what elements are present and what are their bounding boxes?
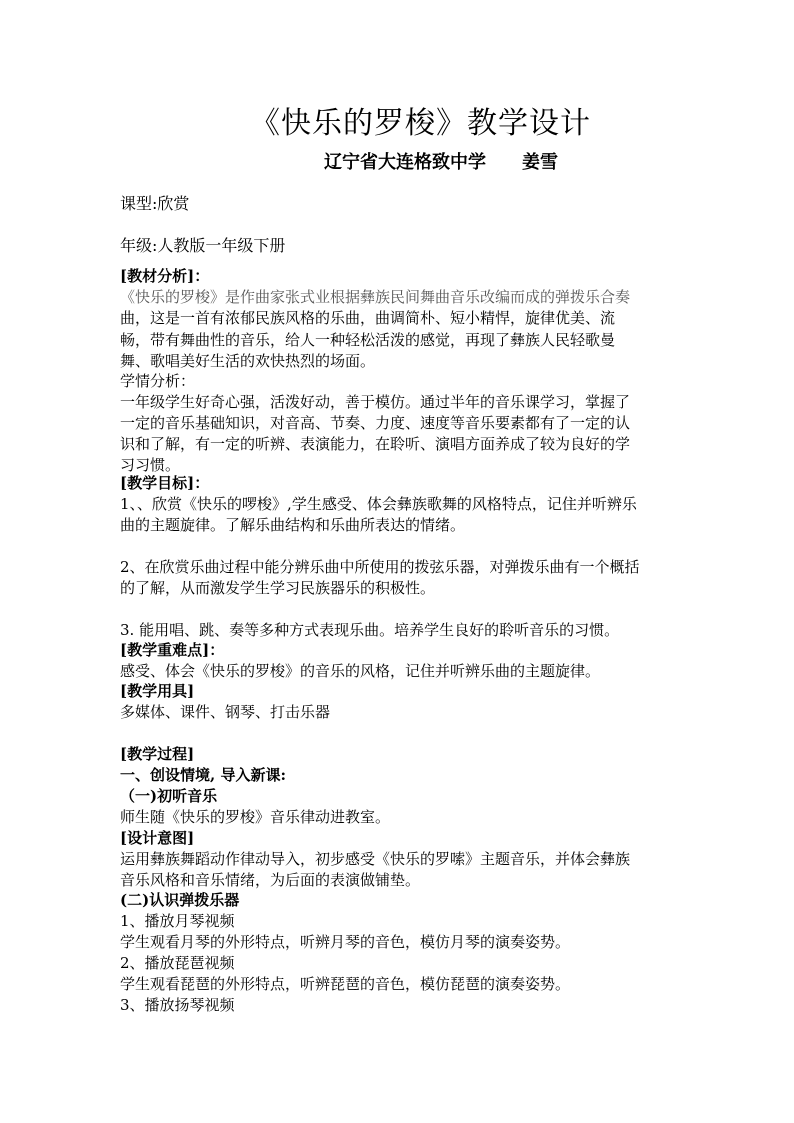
student-analysis-line: 识和了解，有一定的听辨、表演能力，在聆听、演唱方面养成了较为良好的学 <box>120 435 631 453</box>
process-step: 1、播放月琴视频 <box>120 912 235 930</box>
page-title: 《快乐的罗梭》教学设计 <box>250 106 591 141</box>
key-points-heading: [教学重难点]： <box>120 641 225 659</box>
material-analysis-heading: [教材分析]： <box>120 267 210 285</box>
objective-line: 2、在欣赏乐曲过程中能分辨乐曲中所使用的拨弦乐器，对弹拨乐曲有一个概括 <box>120 558 640 576</box>
objective-line: 3. 能用唱、跳、奏等多种方式表现乐曲。培养学生良好的聆听音乐的习惯。 <box>120 621 620 639</box>
tools-heading: [教学用具] <box>120 682 195 700</box>
process-section-title: 一、创设情境, 导入新课: <box>120 766 286 784</box>
tools-text: 多媒体、课件、钢琴、打击乐器 <box>120 703 331 721</box>
design-intent-heading: [设计意图] <box>120 829 195 847</box>
design-intent-line: 运用彝族舞蹈动作律动导入，初步感受《快乐的罗嗦》主题音乐，并体会彝族 <box>120 850 631 868</box>
process-heading: [教学过程] <box>120 745 195 763</box>
student-analysis-heading: 学情分析： <box>120 372 196 390</box>
process-step: 2、播放琵琶视频 <box>120 954 235 972</box>
objectives-heading: [教学目标]： <box>120 474 210 492</box>
process-step: 3、播放扬琴视频 <box>120 996 235 1014</box>
process-step: 学生观看琵琶的外形特点，听辨琵琶的音色，模仿琵琶的演奏姿势。 <box>120 975 571 993</box>
student-analysis-line: 一年级学生好奇心强，活泼好动，善于模仿。通过半年的音乐课学习，掌握了 <box>120 393 631 411</box>
design-intent-line: 音乐风格和音乐情绪，为后面的表演做铺垫。 <box>120 871 421 889</box>
process-step: 学生观看月琴的外形特点，听辨月琴的音色，模仿月琴的演奏姿势。 <box>120 933 571 951</box>
process-subsection-title: （一)初听音乐 <box>120 787 218 805</box>
author-line: 辽宁省大连格致中学 姜雪 <box>324 152 558 173</box>
objective-line: 的了解，从而激发学生学习民族器乐的积极性。 <box>120 579 436 597</box>
objective-line: 曲的主题旋律。了解乐曲结构和乐曲所表达的情绪。 <box>120 516 466 534</box>
objective-line: 1、、欣赏《快乐的啰梭》,学生感受、体会彝族歌舞的风格特点，记住并听辨乐 <box>120 495 637 513</box>
student-analysis-line: 习习惯。 <box>120 456 181 474</box>
course-type: 课型:欣赏 <box>120 194 190 213</box>
process-subsection-title: (二)认识弹拨乐器 <box>120 891 240 909</box>
process-text: 师生随《快乐的罗梭》音乐律动进教室。 <box>120 808 391 826</box>
material-analysis-line: 舞、歌唱美好生活的欢快热烈的场面。 <box>120 352 376 370</box>
material-analysis-line: 《快乐的罗梭》是作曲家张式业根据彝族民间舞曲音乐改编而成的弹拨乐合奏 <box>120 288 631 306</box>
key-points-text: 感受、体会《快乐的罗梭》的音乐的风格，记住并听辨乐曲的主题旋律。 <box>120 662 601 680</box>
student-analysis-line: 一定的音乐基础知识，对音高、节奏、力度、速度等音乐要素都有了一定的认 <box>120 414 631 432</box>
grade: 年级:人教版一年级下册 <box>120 236 286 255</box>
material-analysis-line: 曲，这是一首有浓郁民族风格的乐曲，曲调简朴、短小精悍，旋律优美、流 <box>120 309 616 327</box>
material-analysis-line: 畅，带有舞曲性的音乐，给人一种轻松活泼的感觉，再现了彝族人民轻歌曼 <box>120 331 616 349</box>
